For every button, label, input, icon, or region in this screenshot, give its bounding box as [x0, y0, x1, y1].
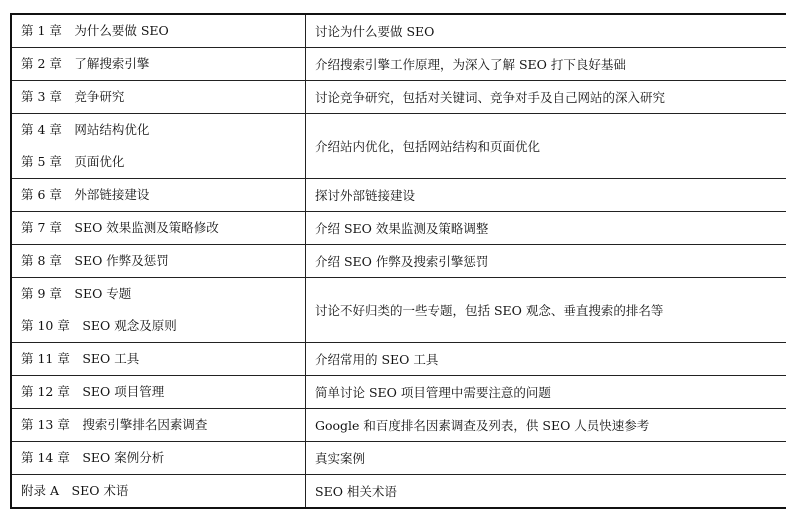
chapter-title: 附录 A SEO 术语	[21, 483, 129, 498]
table-row	[11, 278, 786, 343]
chapter-cell	[11, 81, 306, 114]
description-cell: 讨论不好归类的一些专题，包括 SEO 观念、垂直搜索的排名等	[306, 278, 786, 343]
description-cell: 讨论为什么要做 SEO	[306, 14, 786, 48]
chapter-title: 第 2 章 了解搜索引擎	[21, 56, 150, 71]
chapter-cell	[11, 442, 306, 475]
table-row	[11, 48, 786, 81]
chapter-cell	[11, 212, 306, 245]
chapter-title: 第 12 章 SEO 项目管理	[21, 384, 165, 399]
chapter-cell	[11, 14, 306, 48]
chapter-title: 第 4 章 网站结构优化	[21, 122, 150, 137]
table-row	[11, 409, 786, 442]
description-cell: 真实案例	[306, 442, 786, 475]
table-row	[11, 212, 786, 245]
chapter-title: 第 1 章 为什么要做 SEO	[21, 23, 169, 38]
table-row	[11, 245, 786, 278]
chapter-cell	[11, 376, 306, 409]
description-cell: 讨论竞争研究，包括对关键词、竞争对手及自己网站的深入研究	[306, 81, 786, 114]
table-row	[11, 81, 786, 114]
chapter-cell	[11, 179, 306, 212]
chapter-cell	[11, 409, 306, 442]
chapter-title: 第 10 章 SEO 观念及原则	[21, 318, 177, 333]
chapter-cell	[11, 114, 306, 179]
table-row	[11, 475, 786, 509]
table-row	[11, 179, 786, 212]
chapter-table	[10, 13, 786, 509]
chapter-title: 第 11 章 SEO 工具	[21, 351, 140, 366]
description-cell: Google 和百度排名因素调查及列表，供 SEO 人员快速参考	[306, 409, 786, 442]
description-cell: SEO 相关术语	[306, 475, 786, 509]
description-cell: 探讨外部链接建设	[306, 179, 786, 212]
chapter-title: 第 13 章 搜索引擎排名因素调查	[21, 417, 208, 432]
chapter-title: 第 6 章 外部链接建设	[21, 187, 150, 202]
chapter-title: 第 3 章 竞争研究	[21, 89, 125, 104]
chapter-title: 第 14 章 SEO 案例分析	[21, 450, 165, 465]
chapter-title: 第 5 章 页面优化	[21, 154, 125, 169]
description-cell: 介绍站内优化，包括网站结构和页面优化	[306, 114, 786, 179]
chapter-title: 第 8 章 SEO 作弊及惩罚	[21, 253, 169, 268]
chapter-cell	[11, 475, 306, 509]
description-cell: 介绍 SEO 作弊及搜索引擎惩罚	[306, 245, 786, 278]
table-row	[11, 343, 786, 376]
chapter-title: 第 9 章 SEO 专题	[21, 286, 132, 301]
table-row	[11, 376, 786, 409]
table-row	[11, 442, 786, 475]
chapter-title: 第 7 章 SEO 效果监测及策略修改	[21, 220, 219, 235]
chapter-cell	[11, 343, 306, 376]
description-cell: 介绍 SEO 效果监测及策略调整	[306, 212, 786, 245]
table-row	[11, 14, 786, 48]
chapter-cell	[11, 245, 306, 278]
description-cell: 介绍搜索引擎工作原理，为深入了解 SEO 打下良好基础	[306, 48, 786, 81]
description-cell: 简单讨论 SEO 项目管理中需要注意的问题	[306, 376, 786, 409]
table-row	[11, 114, 786, 179]
description-cell: 介绍常用的 SEO 工具	[306, 343, 786, 376]
chapter-cell	[11, 48, 306, 81]
chapter-cell	[11, 278, 306, 343]
